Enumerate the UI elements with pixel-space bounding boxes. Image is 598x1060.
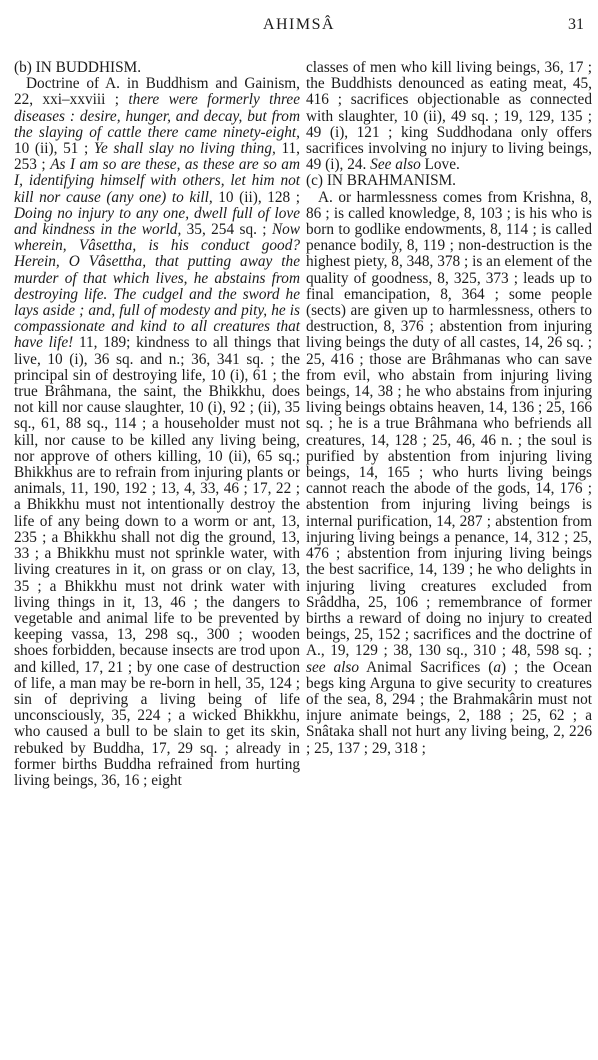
section-title: IN BUDDHISM.: [35, 59, 142, 76]
text-run: there were formerly three diseases : desire, hunger, and decay, but from the slaying of cattle there came ninety-eight,: [14, 91, 300, 141]
section-label: (b): [14, 59, 32, 76]
buddhism-entry-continued: [306, 60, 592, 173]
buddhism-entry: [14, 76, 300, 789]
page-header: [0, 16, 598, 40]
text-run: see also: [306, 658, 359, 676]
left-column: [14, 60, 300, 789]
text-run: 10 (ii), 51 ;: [14, 140, 94, 158]
section-heading-brahmanism: [306, 173, 592, 189]
see-also-label: See also: [370, 156, 421, 174]
text-run: a: [493, 658, 501, 676]
text-run: 11, 189; kindness to all things that live, 10 (i), 36 sq. and n.; 36, 341 sq. ; the principal sin of destroying life, 10 (i), 61 ; the true Brâhmana, the saint, the Bhikkhu, does not kill nor cause slaughter, 10 (i), 92 ; (ii), 35 sq., 61, 88 sq., 114 ; a householder must not kill, nor cause to be killed any living being, nor approve of others killing, 10 (ii), 65 sq.; Bhikkhus are to refrain from injuring plants or animals, 11, 190, 192 ; 13, 4, 33, 46 ; 17, 22 ; a Bhikkhu must not intentionally destroy the life of any being down to a worm or ant, 13, 235 ; a Bhikkhu shall not dig the ground, 13, 33 ; a Bhikkhu must not sprinkle water, with living creatures in it, on grass or on clay, 13, 35 ; a Bhikkhu must not drink water with living things in it, 13, 46 ; the dangers to vegetable and animal life to be prevented by keeping vassa, 13, 298 sq., 300 ; wooden shoes forbidden, because insects are trod upon and killed, 17, 21 ; by one case of destruction of life, a man may be re-born in hell, 35, 124 ; sin of depriving a living being of life unconsciously, 35, 224 ; a wicked Bhikkhu, who caused a bull to be slain to get its skin, rebuked by Buddha, 17, 29 sq. ; already in former births Buddha refrained from hurting living beings, 36, 16 ; eight: [14, 334, 300, 789]
text-run: Ye shall slay no living thing,: [93, 140, 282, 158]
section-heading-buddhism: [14, 60, 300, 76]
text-run: ) ; the Ocean begs king Arguna to give security to creatures of the sea, 8, 294 ; the Brahmakârin must not injure animate beings, 2, 188 ; 25, 62 ; a Snâtaka shall not hurt any living being, 2, 226 ; 25, 137 ; 29, 318 ;: [306, 658, 592, 757]
text-run: 10 (ii), 128 ;: [218, 188, 300, 206]
section-title: IN BRAHMANISM.: [326, 172, 456, 190]
brahmanism-entry: [306, 190, 592, 757]
running-title: AHIMSÂ: [262, 16, 336, 33]
right-column: [306, 60, 592, 757]
text-run: Now wherein, Vâsettha, is his conduct good? Herein, O Vâsettha, that putting away the murder of that which lives, he abstains from destroying life. The cudgel and the sword he lays aside ; and, full of modesty and pity, he is compassionate and kind to all creatures that have life!: [14, 221, 300, 352]
text-run: Animal Sacrifices (: [359, 658, 494, 676]
text-run: classes of men who kill living beings, 36, 17 ; the Buddhists denounced as eating meat, 45, 416 ; sacrifices objectionable as connected with slaughter, 10 (ii), 49 sq. ; 19, 129, 135 ; 49 (i), 121 ; king Suddhodana only offers sacrifices involving no injury to living beings, 49 (i), 24.: [306, 59, 592, 174]
text-run: 35, 254 sq. ;: [186, 221, 272, 239]
text-run: As I am so are these, as these are so am I, identifying himself with others, let him not kill nor cause (any one) to kill,: [14, 156, 301, 206]
text-run: 11, 253 ;: [14, 140, 300, 174]
see-also-target: Love.: [420, 156, 460, 174]
text-run: A. or harmlessness comes from Krishna, 8, 86 ; is called knowledge, 8, 103 ; is his who is born to godlike endowments, 8, 114 ; is called penance bodily, 8, 119 ; non-destruction is the highest piety, 8, 348, 378 ; is an element of the quality of goodness, 8, 325, 373 ; leads up to final emancipation, 8, 364 ; some people (sects) are given up to harmlessness, others to destruction, 8, 376 ; abstention from injuring living beings the duty of all castes, 14, 26 sq. ; 25, 416 ; those are Brâhmanas who can save from evil, who abstain from injuring living beings, 14, 38 ; he who abstains from injuring living beings obtains heaven, 14, 136 ; 25, 166 sq. ; he is a true Brâhmana who befriends all creatures, 14, 128 ; 25, 46, 46 n. ; the soul is purified by abstention from injuring living beings, 14, 165 ; who hurts living beings cannot reach the abode of the gods, 14, 176 ; abstention from injuring living beings is internal purification, 14, 287 ; abstention from injuring living beings a penance, 14, 312 ; 25, 476 ; abstention from injuring living beings the best sacrifice, 14, 139 ; he who delights in injuring living creatures excluded from Srâddha, 25, 106 ; remembrance of former births a reward of doing no injury to created beings, 25, 152 ; sacrifices and the doctrine of A., 19, 129 ; 38, 130 sq., 310 ; 48, 598 sq. ;: [306, 188, 592, 660]
page-number: 31: [568, 16, 584, 33]
section-label: (c): [306, 172, 323, 190]
text-run: Doing no injury to any one, dwell full of love and kindness in the world,: [14, 204, 300, 239]
text-run: Doctrine of A. in Buddhism and Gainism, 22, xxi–xxviii ;: [14, 75, 300, 109]
